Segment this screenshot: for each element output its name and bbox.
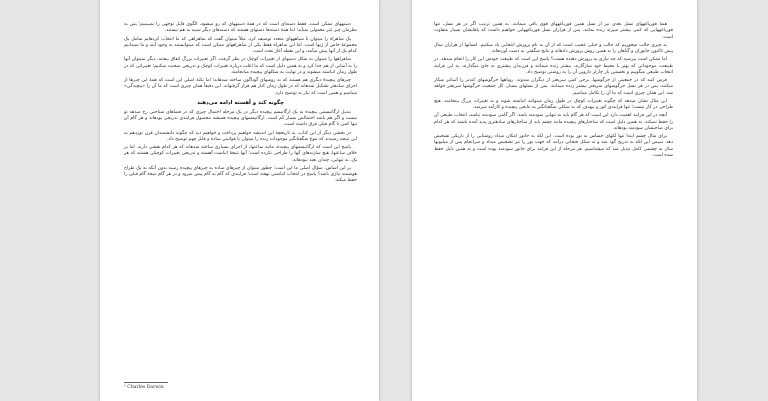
paragraph: به چیزی جالب میخوریم که جالب و خیلی عجیب است که از آن به نام پرورش انتخابی یاد میکنیم. انسانها از هزاران سال پیش تاکنون جانوران و گیاهان را به همین روش پرورش دادهاند و نتایج شگفتی به دست آوردهاند. <box>434 42 673 54</box>
paragraph: فرض کنید که در جمعیتی از خرگوشها، برخی کمی سریعتر از دیگران میدوند. روباهها خرگوشهای کندتر را آسانتر شکار میکنند، پس در هر نسل خرگوشهای سریعتر بیشتر زنده میمانند. پس از نسلهای بسیار، کل جمعیت خرگوشها سریعتر خواهد شد. این همان چیزی است که ما آن را تکامل مینامیم. <box>434 78 673 96</box>
footnote: ¹ Charles Darwin <box>124 385 164 390</box>
paragraph: پاسخ این است که ارگانیسمهای پیچیده، مانند ساعتها، از اجزای بسیاری ساخته شدهاند که هر کدام نقشی دارند. اما بر خلاف ساعتها، هیچ سازندهای آنها را طراحی نکرده است؛ آنها نتیجهٔ انباشت آهسته و تدریجی تغییرات کوچکی هستند که هر یک، به تنهایی، چندان بعید نبودهاند. <box>124 145 357 163</box>
paragraph: همهٔ قورباغههای نسل بعدی نیز از نسل همین قورباغههای قوی باقی میمانند. به همین ترتیب اگر در هر نسل، تنها قورباغههایی که کمی بیشتر میپرند زنده بمانند، پس از هزاران نسل قورباغههایی خواهیم داشت که پاهایشان بسیار متفاوت است. <box>434 22 673 40</box>
left-page <box>100 0 379 401</box>
right-page <box>412 0 697 401</box>
paragraph: در بخشی دیگر از این کتاب، به تاریخچهٔ این اندیشه خواهیم پرداخت و خواهیم دید که چگونه دانشمندان قرن نوزدهم به این نتیجه رسیدند که تنوع شگفتانگیز موجودات زنده را میتوان با قوانینی ساده و قابل فهم توضیح داد. <box>124 130 357 142</box>
section-heading: چگونه کند و آهسته ادامه می‌دهند <box>196 99 285 106</box>
paragraph: شاهراهها را میتوان به شکل دستهای از تغییرات کوچک در نظر گرفت. اگر تغییرات بزرگ اتفاق بیفتند، دیگر نمیتوان آنها را به آسانی از هم جدا کرد و به همین دلیل است که ما اغلب درباره تغییرات کوچک و تدریجی صحبت میکنیم؛ تغییراتی که در طول زمان انباشته میشوند و در نهایت به شکلهای پیچیده میانجامند. <box>124 57 357 75</box>
paragraph: چیزهای پیچیدهٔ دیگری هم هستند که به روشهای گوناگون ساخته شدهاند؛ اما نکتهٔ اصلی این است که همهٔ این چیزها از اجزای سادهتر تشکیل شدهاند که در طول زمان کنار هم قرار گرفتهاند. این دقیقاً همان چیزی است که ما آن را «پیچیدگی» مینامیم و همین است که نیاز به توضیح دارد. <box>124 78 357 96</box>
paragraph: برای مثال چشم ابتدا تنها لکهای حساس به نور بوده است. این لکه به جانور امکان میداد روشنایی را از تاریکی تشخیص دهد. سپس این لکه به تدریج گود شد و به شکل فنجانی درآمد که جهت نور را نیز تشخیص میداد و سرانجام پس از میلیونها سال به چشمی کامل تبدیل شد که میشناسیم. هر مرحله از این فرایند برای جانور سودمند بوده است و به همین دلیل حفظ شده است. <box>434 134 673 158</box>
paragraph: آنچه در این فرایند اهمیت دارد این است که هر گام باید به تنهایی سودمند باشد. اگر گامی سودمند نباشد، انتخاب طبیعی آن را حفظ نمیکند. به همین دلیل است که ساختارهای پیچیده مانند چشم باید از ساختارهای سادهتری پدید آمده باشند که هر کدام برای صاحبشان سودمند بودهاند. <box>434 113 673 131</box>
paragraph: یک شاهراه را میتوان با سیاهههای متعدد توصیف کرد. مثلاً میتوان گفت که شاهراهی که ما انتخاب کردهایم شامل یک مجموعهٔ خاص از ژنها است. اما این شاهراه فقط یکی از شاهراههای ممکن است که میتوانستند به وجود آیند و ما نمیدانیم کدام یک از آنها پیش میآمد، و این نقطه آغاز بحث است. <box>124 36 357 54</box>
paragraph: تبدیل ارگانیسمی پیچیده به یک ارگانیسم پیچیده دیگر در یک مرحله احتمال چیزی که در فضاهای شناختی رخ میدهد تو نیست و اگر هم باشد احتمالش بسیار کم است. ارگانیسمهای پیچیده همیشه محصول فرایندی تدریجی بودهاند و هر گام آن تنها کمی با گام قبلی فرق داشته است. <box>124 109 357 128</box>
paragraph: اما ممکن است بپرسید که چه نیازی به پرورش دهنده هست؟ پاسخ این است که طبیعت خودش این کار را انجام میدهد. در طبیعت، موجوداتی که بهتر با محیط خود سازگارند، بیشتر زنده میمانند و فرزندان بیشتری به جای میگذارند. به این فرایند انتخاب طبیعی میگوییم و نخستین بار چارلز داروین آن را به روشنی توضیح داد. <box>434 57 673 75</box>
paragraph: دستههای ممکن است، فقط دسته‌ای است که در همهٔ دستههای که رو میشود، الگوی قابل توجهی را نمیبینیم؛ پس به نظرمان چیز غیر معمولی نمیآید؛ اما همهٔ دسته‌ها دستهای هستند که دسته‌های دیگر شبیه به هم نیستند. <box>124 22 357 34</box>
paragraph: این مثال نشان میدهد که چگونه تغییرات کوچک در طول زمان میتوانند انباشته شوند و به تغییرات بزرگ بینجامند. هیچ طراحی در کار نیست؛ تنها فرایندی کور و بیهدف که به شکلی شگفتانگیز به نتایجی پیچیده و کارآمد میرسد. <box>434 98 673 110</box>
paragraph: بر این اساس، سؤال اصلی ما این است: چطور میتوان از چیزهای ساده به چیزهای پیچیده رسید بدون آنکه به یک طراح هوشمند نیازی باشد؟ پاسخ در انتخاب انباشتی نهفته است؛ فرایندی که گام به گام پیش میرود و در هر گام نتیجهٔ گام قبلی را حفظ میکند. <box>124 165 357 184</box>
footnote-divider <box>124 382 168 383</box>
